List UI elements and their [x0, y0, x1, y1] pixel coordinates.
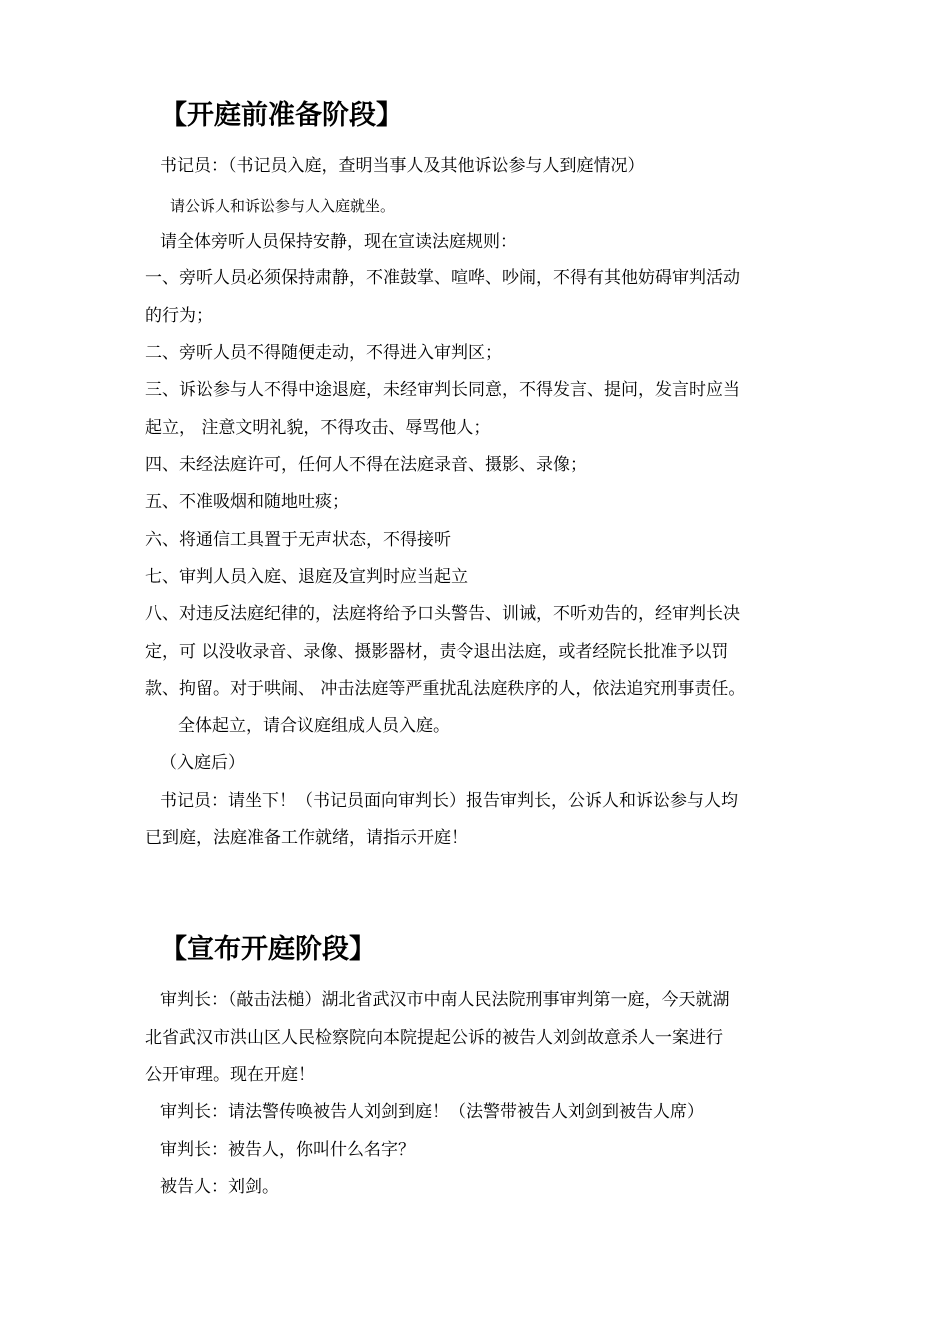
rule-line: 的行为；: [145, 306, 213, 326]
section-title-pretrial: 【开庭前准备阶段】: [160, 100, 403, 131]
rule-line: 七、审判人员入庭、退庭及宣判时应当起立: [145, 567, 468, 587]
text-line: 审判长：请法警传唤被告人刘剑到庭！（法警带被告人刘剑到被告人席）: [160, 1102, 704, 1122]
rule-line: 二、旁听人员不得随便走动，不得进入审判区；: [145, 343, 502, 363]
rule-line: 八、对违反法庭纪律的，法庭将给予口头警告、训诫，不听劝告的，经审判长决: [145, 604, 740, 624]
rule-line: 五、不准吸烟和随地吐痰；: [145, 492, 349, 512]
rule-line: 六、将通信工具置于无声状态，不得接听: [145, 530, 451, 550]
text-line: 书记员：（书记员入庭，查明当事人及其他诉讼参与人到庭情况）: [160, 156, 645, 176]
text-line: 请全体旁听人员保持安静，现在宣读法庭规则：: [160, 232, 517, 252]
rule-line: 定，可 以没收录音、录像、摄影器材，责令退出法庭，或者经院长批准予以罚: [145, 642, 729, 662]
rule-line: 款、拘留。对于哄闹、 冲击法庭等严重扰乱法庭秩序的人，依法追究刑事责任。: [145, 679, 746, 699]
text-line: 书记员：请坐下！（书记员面向审判长）报告审判长，公诉人和诉讼参与人均: [160, 791, 738, 811]
rule-line: 起立， 注意文明礼貌，不得攻击、辱骂他人；: [145, 418, 491, 438]
text-line: 审判长：（敲击法槌）湖北省武汉市中南人民法院刑事审判第一庭，今天就湖: [160, 990, 730, 1010]
rule-line: 一、旁听人员必须保持肃静，不准鼓掌、喧哗、吵闹，不得有其他妨碍审判活动: [145, 268, 740, 288]
text-line: 全体起立，请合议庭组成人员入庭。: [178, 716, 450, 736]
text-line: 被告人：刘剑。: [160, 1177, 279, 1197]
text-line: 请公诉人和诉讼参与人入庭就坐。: [170, 197, 396, 215]
text-line: （入庭后）: [160, 753, 245, 773]
text-line: 北省武汉市洪山区人民检察院向本院提起公诉的被告人刘剑故意杀人一案进行: [145, 1028, 723, 1048]
rule-line: 三、诉讼参与人不得中途退庭，未经审判长同意，不得发言、提问，发言时应当: [145, 380, 740, 400]
text-line: 已到庭，法庭准备工作就绪，请指示开庭！: [145, 828, 468, 848]
text-line: 审判长：被告人，你叫什么名字？: [160, 1140, 415, 1160]
section-title-opening: 【宣布开庭阶段】: [160, 934, 376, 965]
text-line: 公开审理。现在开庭！: [145, 1065, 315, 1085]
rule-line: 四、未经法庭许可，任何人不得在法庭录音、摄影、录像；: [145, 455, 587, 475]
